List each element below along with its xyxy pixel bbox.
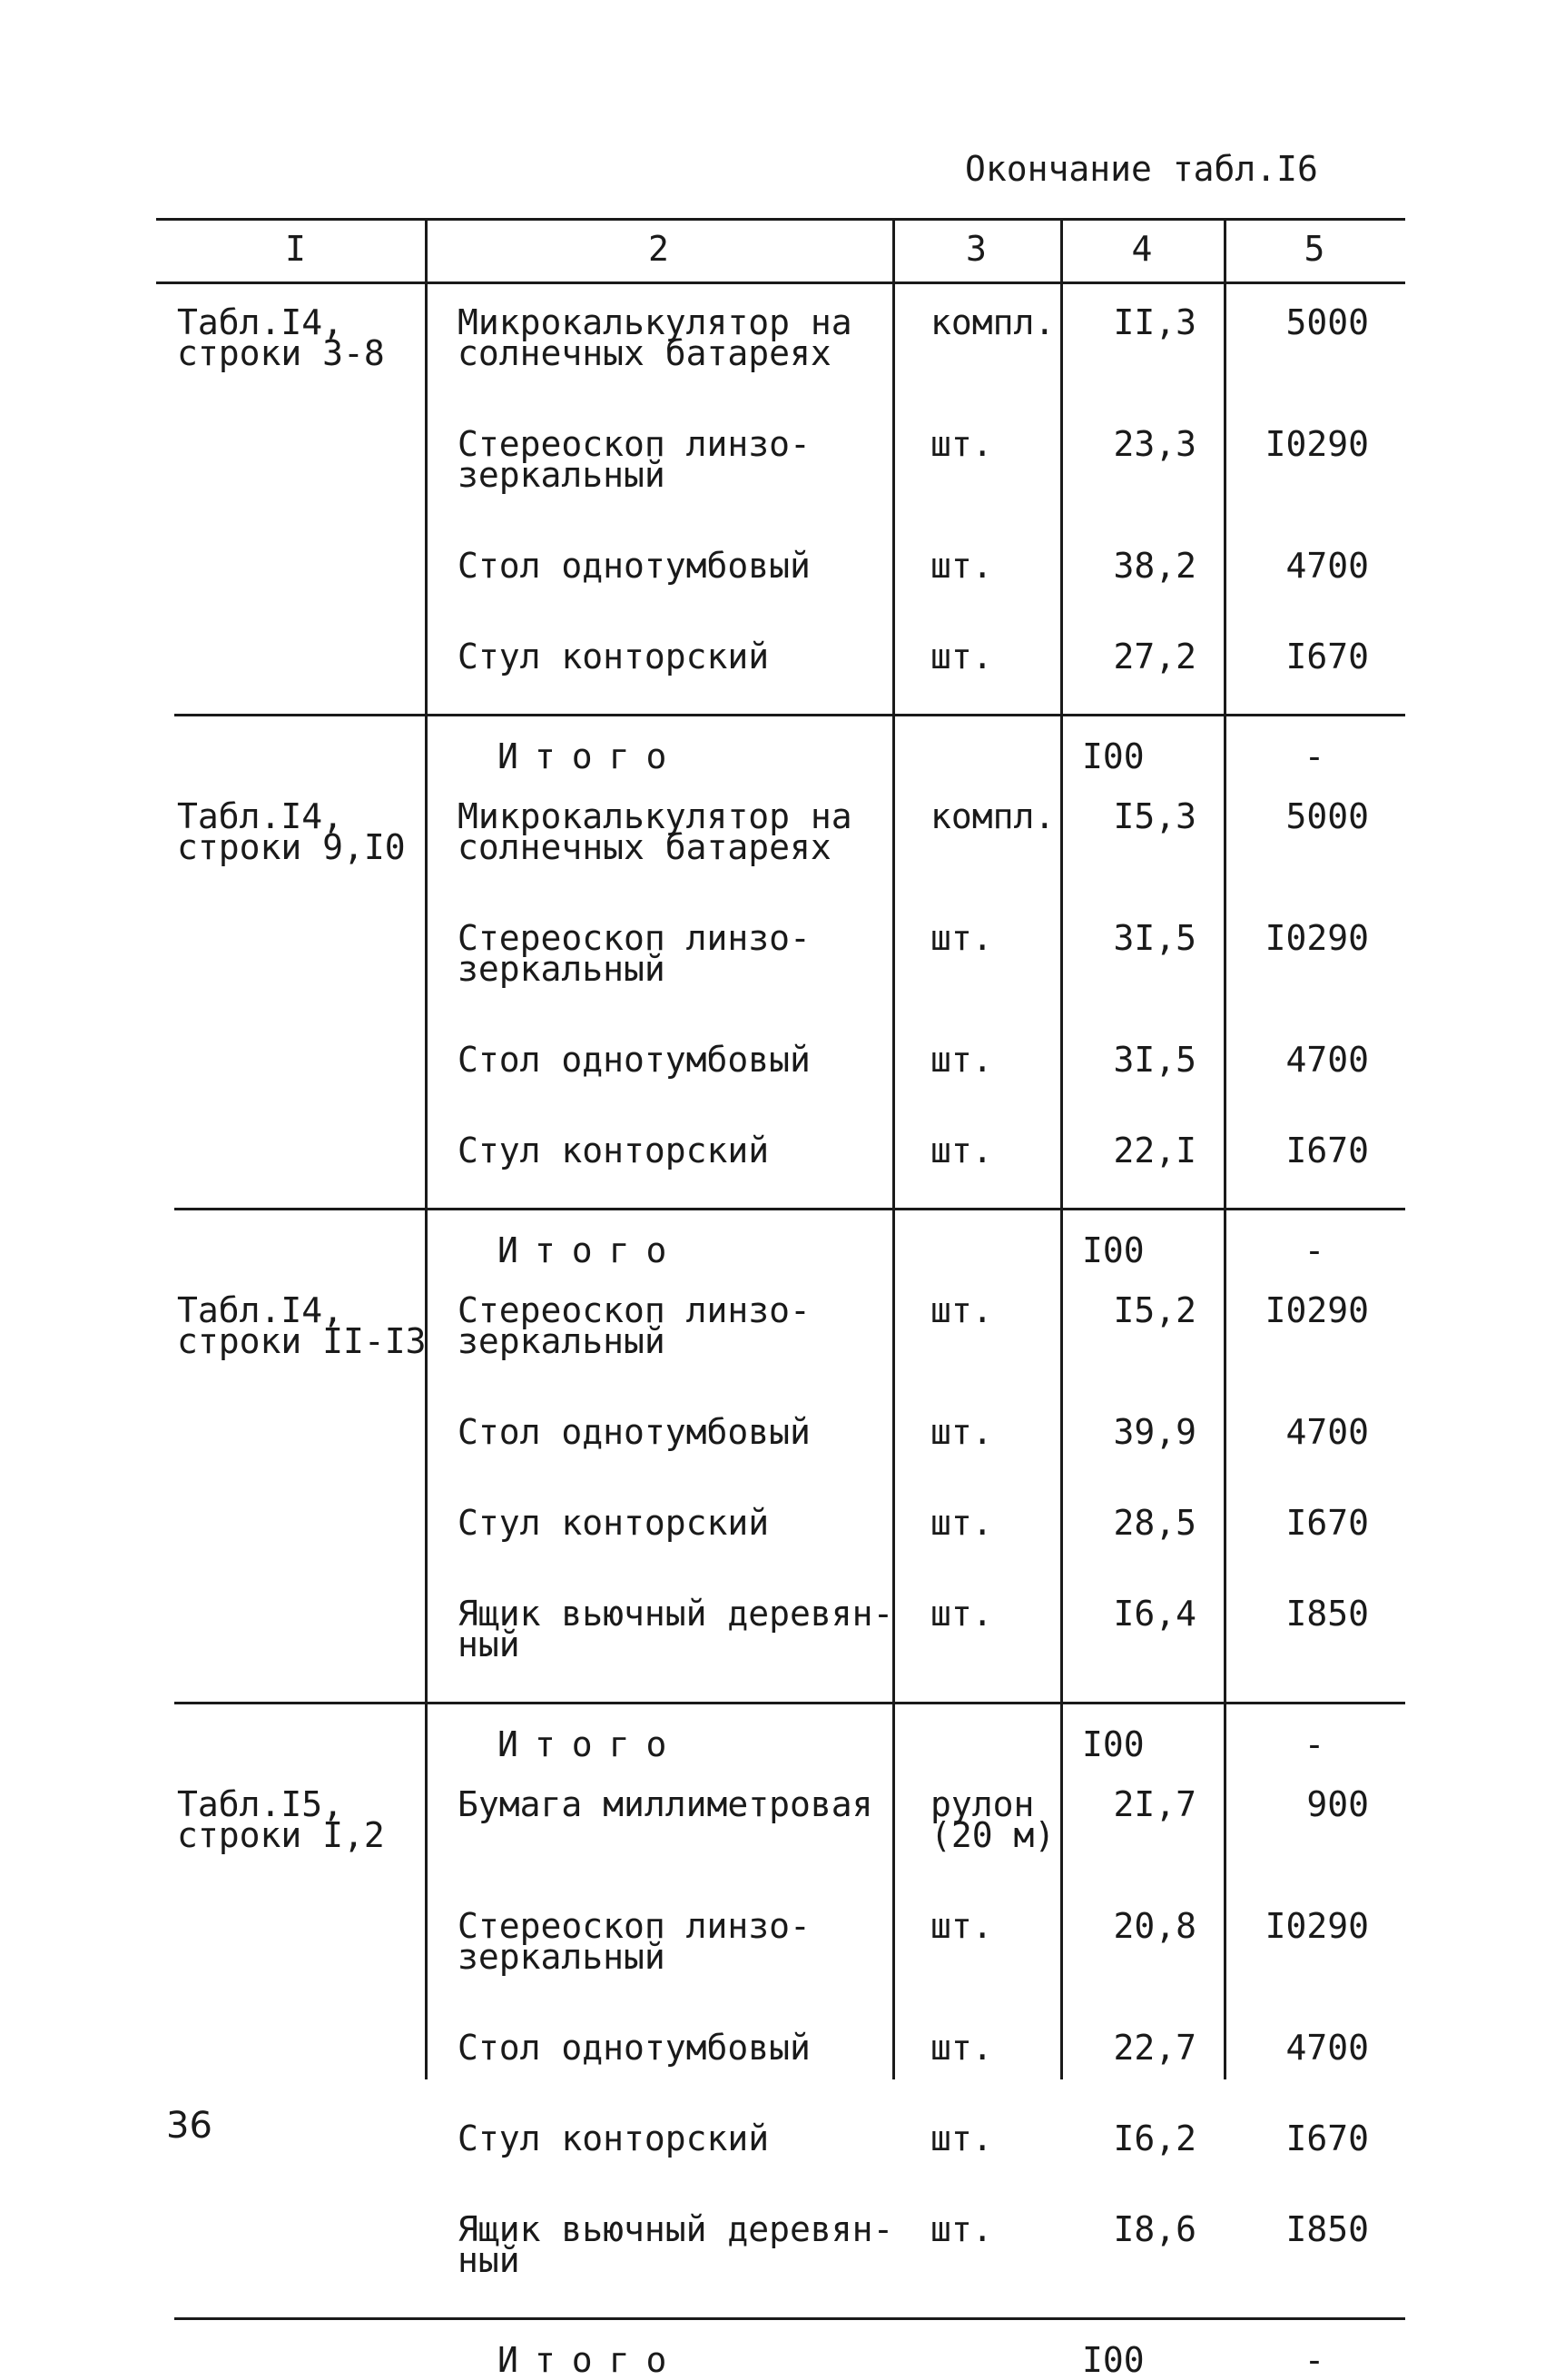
total-price: -	[1304, 1724, 1325, 1764]
item-unit: шт.	[930, 1412, 993, 1452]
group-bottom-rule	[174, 1702, 1405, 1704]
item-price: I670	[1285, 1131, 1369, 1170]
group-source: Табл.I4, строки 9,I0	[177, 796, 406, 867]
item-share: 27,2	[1113, 637, 1196, 676]
item-price: 4700	[1285, 1040, 1369, 1080]
total-label: Итого	[497, 2340, 684, 2380]
item-share: 3I,5	[1113, 918, 1196, 958]
item-unit: шт.	[930, 1503, 993, 1543]
item-share: 2I,7	[1113, 1784, 1196, 1824]
item-name: Стереоскоп линзо- зеркальный	[458, 1290, 811, 1361]
item-unit: шт.	[930, 424, 993, 464]
item-unit: шт.	[930, 2028, 993, 2068]
item-share: I6,4	[1113, 1594, 1196, 1634]
total-share: I00	[1082, 2340, 1145, 2380]
item-price: 4700	[1285, 2028, 1369, 2068]
item-unit: шт.	[930, 1131, 993, 1170]
item-share: 3I,5	[1113, 1040, 1196, 1080]
item-share: II,3	[1113, 302, 1196, 342]
item-share: I5,2	[1113, 1290, 1196, 1330]
item-price: 5000	[1285, 302, 1369, 342]
total-label: Итого	[497, 736, 684, 776]
item-price: I670	[1285, 2118, 1369, 2158]
header-cell-1: I	[285, 229, 306, 269]
item-unit: шт.	[930, 637, 993, 676]
group-source: Табл.I5, строки I,2	[177, 1784, 385, 1855]
item-share: 20,8	[1113, 1906, 1196, 1946]
header-cell-4: 4	[1131, 229, 1153, 269]
item-unit: шт.	[930, 1906, 993, 1946]
item-unit: шт.	[930, 918, 993, 958]
item-name: Бумага миллиметровая	[458, 1784, 873, 1824]
item-price: I670	[1285, 637, 1369, 676]
item-share: I6,2	[1113, 2118, 1196, 2158]
table-top-rule	[156, 218, 1405, 221]
item-name: Стереоскоп линзо- зеркальный	[458, 424, 811, 495]
header-cell-2: 2	[648, 229, 669, 269]
item-share: 39,9	[1113, 1412, 1196, 1452]
item-price: I0290	[1265, 918, 1369, 958]
item-name: Ящик вьючный деревян- ный	[458, 2209, 894, 2280]
item-price: I850	[1285, 1594, 1369, 1634]
item-unit: компл.	[930, 796, 1056, 836]
item-unit: шт.	[930, 546, 993, 586]
column-divider-2	[892, 218, 895, 2079]
item-share: I8,6	[1113, 2209, 1196, 2249]
item-price: 4700	[1285, 546, 1369, 586]
item-name: Ящик вьючный деревян- ный	[458, 1594, 894, 1664]
group-bottom-rule	[174, 714, 1405, 716]
item-name: Стул конторский	[458, 637, 770, 676]
item-unit: шт.	[930, 1290, 993, 1330]
group-source: Табл.I4, строки II-I3	[177, 1290, 427, 1361]
item-share: 28,5	[1113, 1503, 1196, 1543]
item-name: Стол однотумбовый	[458, 546, 811, 586]
item-name: Стол однотумбовый	[458, 1412, 811, 1452]
item-unit: шт.	[930, 2118, 993, 2158]
total-price: -	[1304, 1230, 1325, 1270]
total-share: I00	[1082, 1230, 1145, 1270]
header-cell-5: 5	[1304, 229, 1325, 269]
item-price: I0290	[1265, 424, 1369, 464]
item-price: I0290	[1265, 1290, 1369, 1330]
column-divider-3	[1060, 218, 1063, 2079]
page-number: 36	[166, 2105, 212, 2147]
item-unit: шт.	[930, 1594, 993, 1634]
group-bottom-rule	[174, 2317, 1405, 2320]
total-share: I00	[1082, 736, 1145, 776]
total-price: -	[1304, 2340, 1325, 2380]
item-price: I850	[1285, 2209, 1369, 2249]
item-share: I5,3	[1113, 796, 1196, 836]
item-unit: компл.	[930, 302, 1056, 342]
column-divider-1	[425, 218, 428, 2079]
item-unit: шт.	[930, 1040, 993, 1080]
item-unit: шт.	[930, 2209, 993, 2249]
item-name: Стул конторский	[458, 1131, 770, 1170]
total-price: -	[1304, 736, 1325, 776]
item-price: 4700	[1285, 1412, 1369, 1452]
item-name: Стол однотумбовый	[458, 1040, 811, 1080]
item-price: 900	[1306, 1784, 1369, 1824]
total-label: Итого	[497, 1724, 684, 1764]
total-label: Итого	[497, 1230, 684, 1270]
item-name: Стереоскоп линзо- зеркальный	[458, 1906, 811, 1977]
item-unit: рулон (20 м)	[930, 1784, 1056, 1855]
item-share: 38,2	[1113, 546, 1196, 586]
item-share: 22,7	[1113, 2028, 1196, 2068]
item-price: I0290	[1265, 1906, 1369, 1946]
column-divider-4	[1224, 218, 1226, 2079]
item-name: Стол однотумбовый	[458, 2028, 811, 2068]
item-share: 23,3	[1113, 424, 1196, 464]
group-bottom-rule	[174, 1208, 1405, 1210]
header-bottom-rule	[156, 281, 1405, 284]
total-share: I00	[1082, 1724, 1145, 1764]
item-name: Стул конторский	[458, 2118, 770, 2158]
item-name: Микрокалькулятор на солнечных батареях	[458, 796, 852, 867]
item-price: 5000	[1285, 796, 1369, 836]
item-name: Стул конторский	[458, 1503, 770, 1543]
item-name: Стереоскоп линзо- зеркальный	[458, 918, 811, 989]
table-caption: Окончание табл.I6	[965, 149, 1318, 189]
item-name: Микрокалькулятор на солнечных батареях	[458, 302, 852, 373]
item-price: I670	[1285, 1503, 1369, 1543]
item-share: 22,I	[1113, 1131, 1196, 1170]
header-cell-3: 3	[966, 229, 987, 269]
group-source: Табл.I4, строки 3-8	[177, 302, 385, 373]
